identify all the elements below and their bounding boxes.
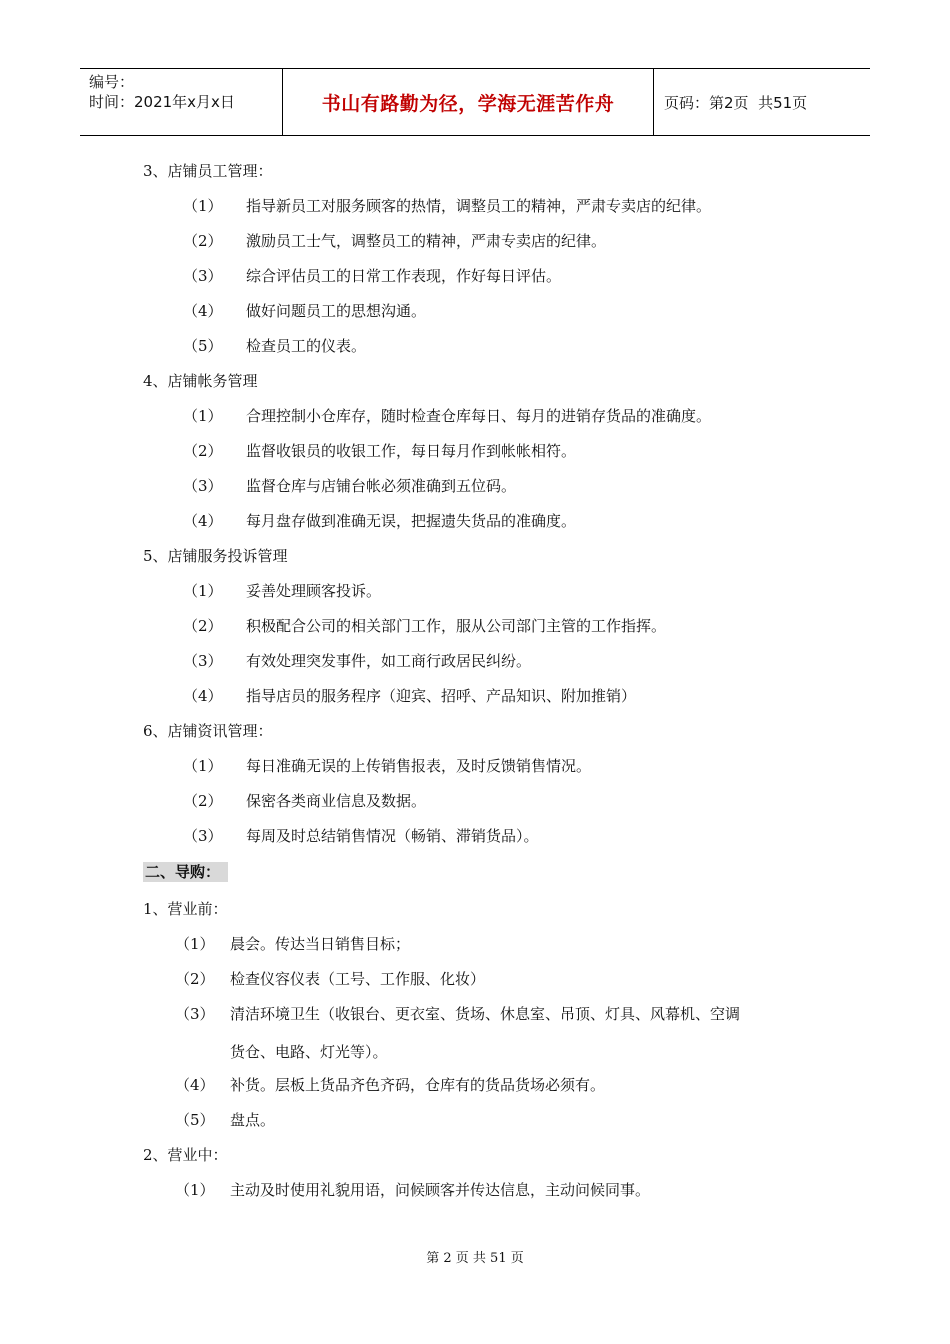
section-title: 6、店铺资讯管理： bbox=[143, 722, 273, 740]
document-code: 编号： bbox=[89, 73, 135, 91]
header-motto: 书山有路勤为径，学海无涯苦作舟 bbox=[321, 92, 615, 115]
list-item: （3） 每周及时总结销售情况（畅销、滞销货品）。 bbox=[183, 827, 539, 845]
page-footer bbox=[0, 1247, 950, 1266]
list-item: （1） 合理控制小仓库存，随时检查仓库每日、每月的进销存货品的准确度。 bbox=[183, 407, 712, 425]
subsection-title: 2、营业中： bbox=[143, 1146, 228, 1164]
section-title: 4、店铺帐务管理 bbox=[143, 372, 258, 390]
header-page-info-cell bbox=[654, 69, 870, 135]
page-header bbox=[80, 68, 870, 136]
list-item-continuation: 货仓、电路、灯光等）。 bbox=[230, 1043, 388, 1061]
document-date: 时间：2021年x月x日 bbox=[89, 93, 235, 111]
list-item: （5） 盘点。 bbox=[175, 1111, 276, 1129]
list-item: （4） 做好问题员工的思想沟通。 bbox=[183, 302, 427, 320]
list-item: （2） 监督收银员的收银工作，每日每月作到帐帐相符。 bbox=[183, 442, 577, 460]
list-item: （3） 清洁环境卫生（收银台、更衣室、货场、休息室、吊顶、灯具、风幕机、空调 bbox=[175, 1005, 741, 1023]
list-item: （1） 主动及时使用礼貌用语，问候顾客并传达信息，主动问候同事。 bbox=[175, 1181, 651, 1199]
list-item: （3） 监督仓库与店铺台帐必须准确到五位码。 bbox=[183, 477, 517, 495]
list-item: （2） 积极配合公司的相关部门工作，服从公司部门主管的工作指挥。 bbox=[183, 617, 667, 635]
header-page-info: 页码：第2页 共51页 bbox=[664, 93, 808, 112]
list-item: （3） 有效处理突发事件，如工商行政居民纠纷。 bbox=[183, 652, 532, 670]
header-meta bbox=[80, 69, 282, 135]
list-item: （2） 保密各类商业信息及数据。 bbox=[183, 792, 427, 810]
subsection-title: 1、营业前： bbox=[143, 900, 228, 918]
list-item: （3） 综合评估员工的日常工作表现，作好每日评估。 bbox=[183, 267, 562, 285]
list-item: （1） 指导新员工对服务顾客的热情，调整员工的精神，严肃专卖店的纪律。 bbox=[183, 197, 712, 215]
footer-page-number: 第 2 页 共 51 页 bbox=[426, 1251, 524, 1266]
list-item: （2） 激励员工士气，调整员工的精神，严肃专卖店的纪律。 bbox=[183, 232, 607, 250]
list-item: （5） 检查员工的仪表。 bbox=[183, 337, 367, 355]
list-item: （4） 补货。层板上货品齐色齐码，仓库有的货品货场必须有。 bbox=[175, 1076, 606, 1094]
list-item: （4） 每月盘存做到准确无误，把握遗失货品的准确度。 bbox=[183, 512, 577, 530]
list-item: （1） 每日准确无误的上传销售报表，及时反馈销售情况。 bbox=[183, 757, 592, 775]
header-motto-cell bbox=[282, 69, 654, 135]
list-item: （4） 指导店员的服务程序（迎宾、招呼、产品知识、附加推销） bbox=[183, 687, 637, 705]
list-item: （1） 晨会。传达当日销售目标； bbox=[175, 935, 411, 953]
list-item: （2） 检查仪容仪表（工号、工作服、化妆） bbox=[175, 970, 486, 988]
section-title: 3、店铺员工管理： bbox=[143, 162, 273, 180]
section-title: 5、店铺服务投诉管理 bbox=[143, 547, 288, 565]
list-item: （1） 妥善处理顾客投诉。 bbox=[183, 582, 382, 600]
part-heading: 二、导购： bbox=[143, 862, 228, 882]
